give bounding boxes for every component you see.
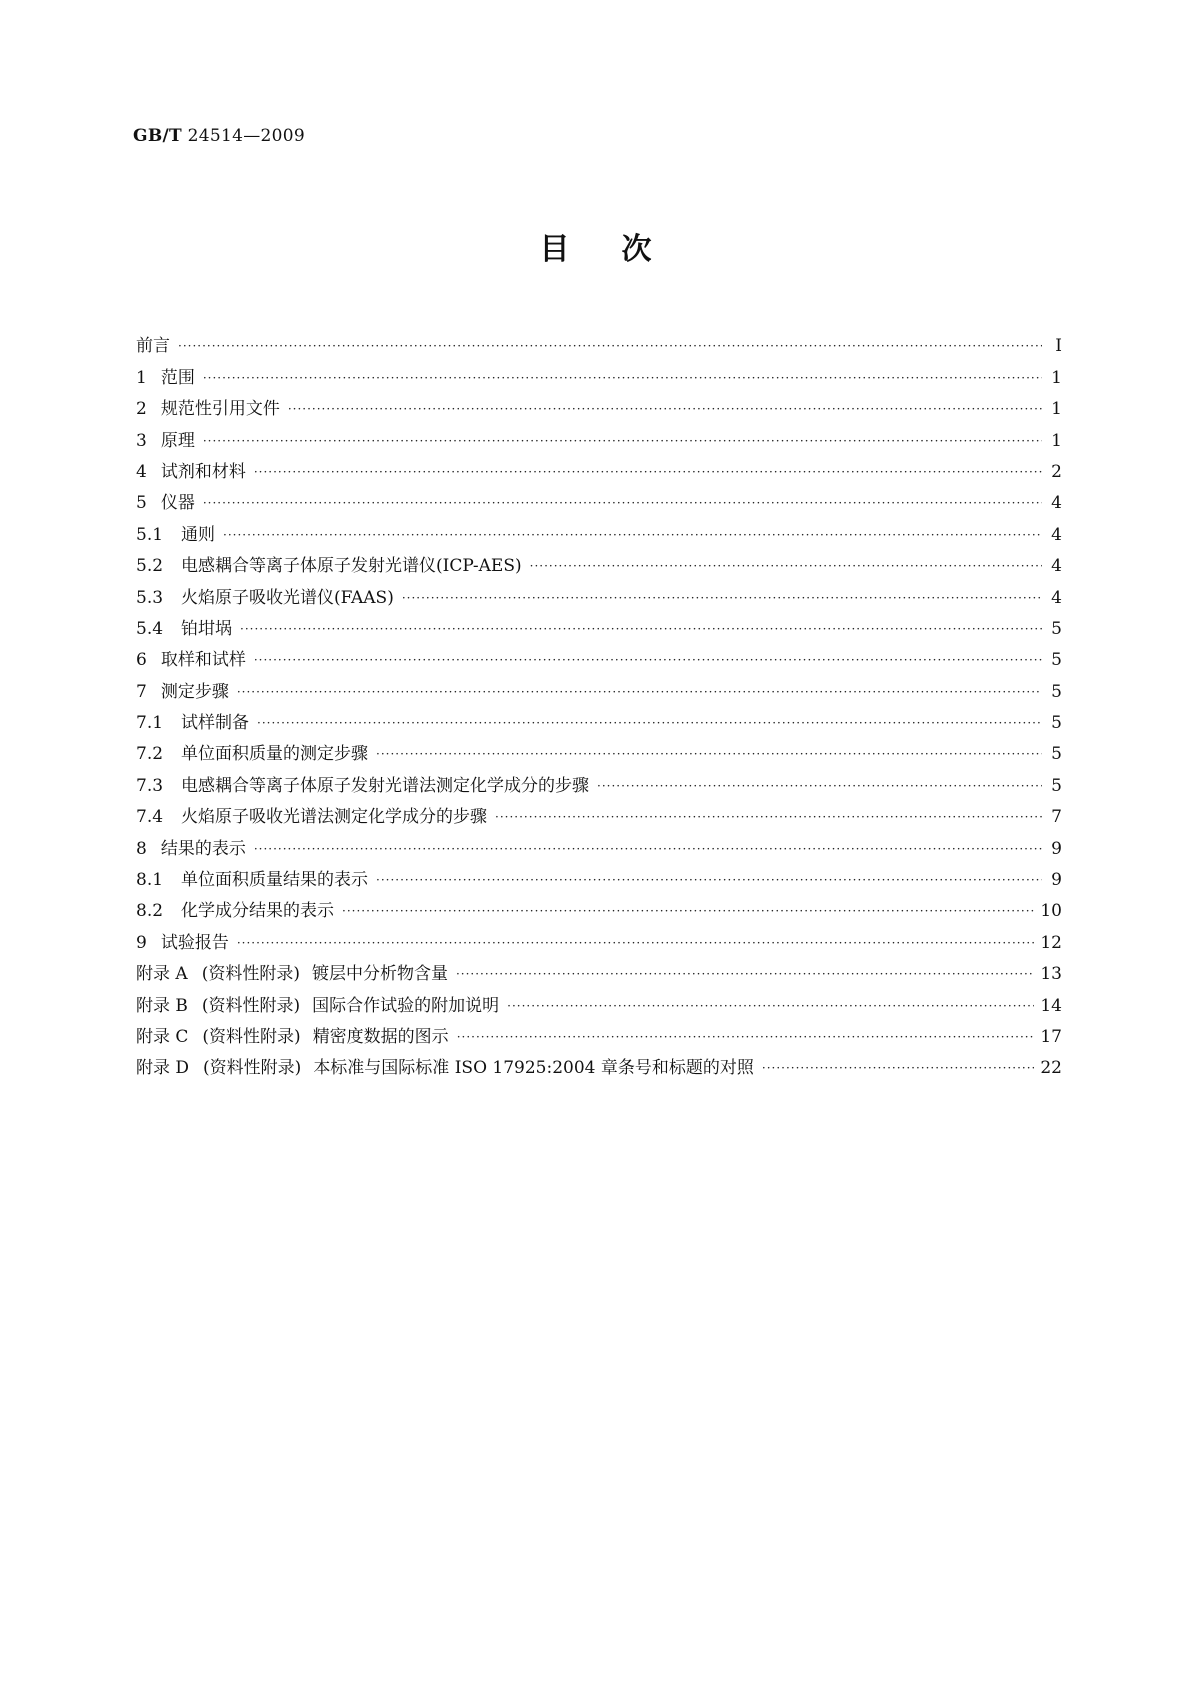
toc-entry-number: 7 — [136, 681, 147, 702]
toc-page-number: 4 — [1051, 524, 1062, 545]
toc-entry-title — [188, 963, 448, 985]
toc-entry-number: 附录 D — [136, 1058, 190, 1079]
toc-entry-title — [163, 806, 487, 828]
toc-page-number: 5 — [1051, 775, 1062, 796]
toc-page-number: 10 — [1040, 901, 1062, 922]
toc-entry-number: 5.2 — [136, 556, 164, 577]
toc-dot-leader — [254, 838, 1042, 860]
standard-number: 24514—2009 — [187, 126, 306, 146]
toc-page-number: 5 — [1051, 681, 1062, 702]
toc-page-number: 5 — [1051, 713, 1062, 734]
toc-entry-number: 附录 C — [136, 1026, 189, 1047]
toc-dot-leader — [178, 335, 1042, 357]
toc-entry-number: 附录 B — [136, 995, 188, 1016]
toc-entry-label: 精密度数据的图示 — [312, 1026, 449, 1047]
toc-entry-title — [163, 618, 232, 640]
toc-entry-number: 5.4 — [136, 618, 164, 639]
toc-dot-leader — [288, 398, 1042, 420]
toc-entry[interactable] — [136, 514, 1062, 545]
toc-entry[interactable] — [136, 860, 1062, 891]
toc-dot-leader — [203, 367, 1042, 389]
toc-entry-title — [163, 775, 589, 797]
toc-entry-title — [163, 555, 522, 577]
toc-entry-label: 火焰原子吸收光谱仪(FAAS) — [181, 587, 394, 608]
toc-page-number: 4 — [1051, 587, 1062, 608]
toc-entry-label: 原理 — [160, 430, 195, 451]
toc-entry[interactable] — [136, 1017, 1062, 1048]
toc-entry-number: 7.3 — [136, 775, 164, 796]
toc-entry-title — [147, 367, 195, 389]
toc-page-number: 9 — [1051, 838, 1062, 859]
standard-code — [133, 126, 305, 146]
toc-entry-number: 3 — [136, 430, 147, 451]
toc-entry-title — [189, 1057, 754, 1079]
toc-page-number: 22 — [1040, 1058, 1062, 1079]
toc-dot-leader — [342, 900, 1034, 922]
toc-entry-label: 测定步骤 — [160, 681, 229, 702]
toc-page-number: Ⅰ — [1055, 336, 1062, 357]
table-of-contents — [136, 326, 1062, 1079]
toc-entry-title — [163, 869, 368, 891]
toc-dot-leader — [530, 555, 1042, 577]
toc-entry-title — [147, 492, 195, 514]
toc-page-number: 17 — [1040, 1026, 1062, 1047]
toc-page-number: 13 — [1040, 964, 1062, 985]
toc-entry-label: 通则 — [181, 524, 216, 545]
toc-dot-leader — [457, 1026, 1035, 1048]
toc-entry-title — [147, 838, 246, 860]
page-title: 目次 — [539, 232, 704, 267]
toc-entry-title — [188, 995, 499, 1017]
toc-entry[interactable] — [136, 1048, 1062, 1079]
toc-entry-number: 5.1 — [136, 524, 164, 545]
toc-dot-leader — [203, 492, 1042, 514]
toc-dot-leader — [223, 524, 1042, 546]
toc-dot-leader — [254, 461, 1042, 483]
toc-entry-number: 7.2 — [136, 744, 164, 765]
toc-entry[interactable] — [136, 609, 1062, 640]
toc-page-number: 5 — [1051, 650, 1062, 671]
toc-annex-type: (资料性附录) — [203, 1058, 302, 1079]
toc-entry[interactable] — [136, 765, 1062, 796]
toc-page-number: 12 — [1040, 932, 1062, 953]
toc-entry-label: 结果的表示 — [160, 838, 246, 859]
toc-entry-label: 单位面积质量的测定步骤 — [181, 744, 369, 765]
toc-entry-number: 8 — [136, 838, 147, 859]
toc-dot-leader — [402, 587, 1042, 609]
toc-entry-number: 4 — [136, 461, 147, 482]
toc-page-number: 1 — [1051, 367, 1062, 388]
toc-annex-type: (资料性附录) — [202, 1026, 301, 1047]
toc-entry[interactable] — [136, 703, 1062, 734]
toc-page-number: 9 — [1051, 870, 1062, 891]
toc-entry-title — [147, 681, 229, 703]
toc-entry-number: 1 — [136, 367, 147, 388]
toc-entry-title — [147, 932, 229, 954]
toc-entry[interactable] — [136, 891, 1062, 922]
toc-entry[interactable] — [136, 954, 1062, 985]
toc-entry[interactable] — [136, 389, 1062, 420]
toc-page-number: 4 — [1051, 556, 1062, 577]
toc-entry-label: 试剂和材料 — [160, 461, 246, 482]
toc-entry-title — [147, 398, 280, 420]
toc-entry-title — [147, 649, 246, 671]
toc-entry-label: 镀层中分析物含量 — [311, 964, 448, 985]
toc-dot-leader — [237, 681, 1042, 703]
toc-entry-title — [147, 430, 195, 452]
toc-dot-leader — [507, 995, 1034, 1017]
toc-entry-label: 电感耦合等离子体原子发射光谱法测定化学成分的步骤 — [181, 775, 590, 796]
toc-entry-label: 范围 — [160, 367, 195, 388]
toc-dot-leader — [254, 649, 1042, 671]
toc-entry-label: 前言 — [136, 336, 170, 357]
toc-dot-leader — [376, 869, 1042, 891]
toc-entry-number: 6 — [136, 650, 147, 671]
toc-entry[interactable] — [136, 483, 1062, 514]
toc-entry-number: 7.1 — [136, 713, 164, 734]
toc-entry-number: 8.1 — [136, 870, 164, 891]
toc-entry[interactable] — [136, 922, 1062, 953]
toc-dot-leader — [237, 932, 1035, 954]
toc-entry[interactable] — [136, 452, 1062, 483]
toc-entry-number: 2 — [136, 399, 147, 420]
toc-entry[interactable] — [136, 577, 1062, 608]
toc-entry[interactable] — [136, 326, 1062, 357]
toc-entry-label: 国际合作试验的附加说明 — [312, 995, 500, 1016]
toc-dot-leader — [203, 430, 1042, 452]
toc-entry-title — [163, 900, 334, 922]
toc-entry-number: 8.2 — [136, 901, 164, 922]
toc-dot-leader — [456, 963, 1034, 985]
toc-entry-label: 本标准与国际标准 ISO 17925:2004 章条号和标题的对照 — [313, 1058, 754, 1079]
toc-entry-title — [136, 335, 170, 357]
toc-page-number: 1 — [1051, 430, 1062, 451]
toc-entry[interactable] — [136, 420, 1062, 451]
toc-entry-title — [163, 712, 249, 734]
toc-entry[interactable] — [136, 357, 1062, 388]
toc-entry-label: 仪器 — [160, 493, 195, 514]
toc-entry[interactable] — [136, 828, 1062, 859]
toc-entry-number: 5.3 — [136, 587, 164, 608]
toc-page-number: 5 — [1051, 618, 1062, 639]
toc-entry-number: 9 — [136, 932, 147, 953]
toc-annex-type: (资料性附录) — [201, 995, 301, 1016]
toc-entry-number: 附录 A — [136, 964, 188, 985]
toc-entry[interactable] — [136, 985, 1062, 1016]
toc-dot-leader — [257, 712, 1042, 734]
toc-entry[interactable] — [136, 671, 1062, 702]
toc-entry-title — [147, 461, 246, 483]
toc-dot-leader — [376, 743, 1042, 765]
toc-page-number: 5 — [1051, 744, 1062, 765]
toc-page-number: 1 — [1051, 399, 1062, 420]
standard-prefix: GB/T — [133, 126, 182, 146]
toc-entry-number: 7.4 — [136, 807, 164, 828]
toc-page-number: 2 — [1051, 461, 1062, 482]
toc-entry-label: 火焰原子吸收光谱法测定化学成分的步骤 — [181, 807, 488, 828]
toc-entry-title — [163, 743, 368, 765]
toc-dot-leader — [495, 806, 1042, 828]
toc-page-number: 7 — [1051, 807, 1062, 828]
toc-entry-label: 化学成分结果的表示 — [181, 901, 335, 922]
toc-dot-leader — [762, 1057, 1034, 1079]
toc-entry[interactable] — [136, 640, 1062, 671]
toc-annex-type: (资料性附录) — [201, 964, 300, 985]
toc-entry-title — [163, 587, 394, 609]
toc-dot-leader — [597, 775, 1042, 797]
toc-page-number: 14 — [1040, 995, 1062, 1016]
toc-entry[interactable] — [136, 546, 1062, 577]
toc-entry-label: 取样和试样 — [160, 650, 246, 671]
toc-entry[interactable] — [136, 734, 1062, 765]
toc-entry-label: 试验报告 — [160, 932, 229, 953]
toc-dot-leader — [240, 618, 1042, 640]
toc-entry[interactable] — [136, 797, 1062, 828]
toc-entry-label: 单位面积质量结果的表示 — [181, 870, 369, 891]
toc-page-number: 4 — [1051, 493, 1062, 514]
toc-entry-number: 5 — [136, 493, 147, 514]
toc-entry-label: 铂坩埚 — [181, 618, 233, 639]
toc-entry-title — [188, 1026, 448, 1048]
toc-entry-label: 规范性引用文件 — [160, 399, 280, 420]
toc-entry-label: 电感耦合等离子体原子发射光谱仪(ICP-AES) — [181, 556, 522, 577]
toc-entry-title — [163, 524, 215, 546]
toc-entry-label: 试样制备 — [181, 713, 250, 734]
